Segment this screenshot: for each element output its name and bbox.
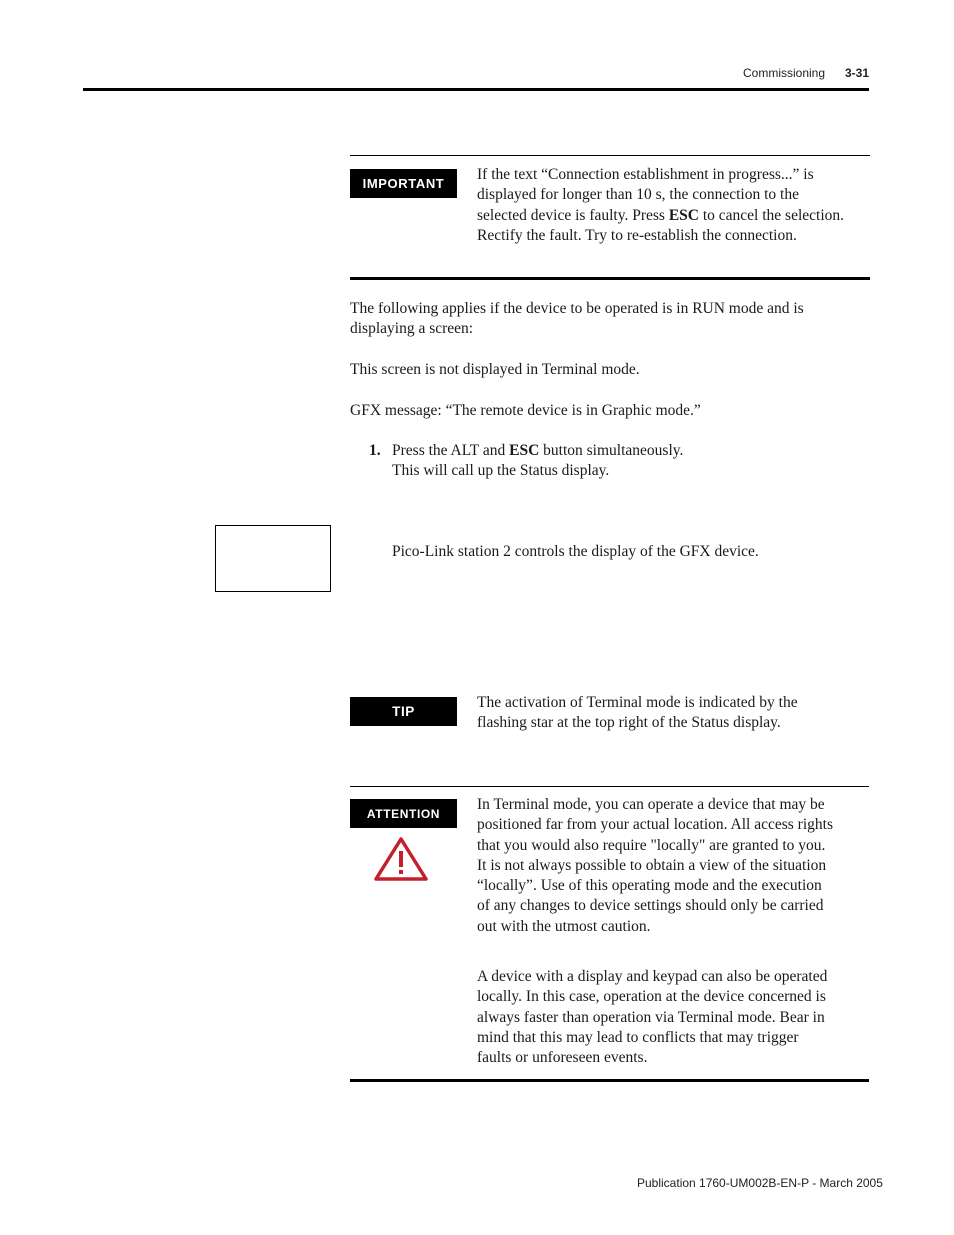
warning-triangle-icon <box>373 836 429 882</box>
step-number: 1. <box>369 442 381 459</box>
esc-key-text: ESC <box>668 206 699 224</box>
publication-footer: Publication 1760-UM002B-EN-P - March 2005 <box>637 1176 883 1190</box>
important-top-rule <box>350 155 870 156</box>
step-text: Press the ALT and ESC button simultaneously. This will call up the Status display. <box>392 442 684 480</box>
tip-text: The activation of Terminal mode is indicated by the flashing star at the top right of the Status display. <box>477 694 798 732</box>
important-bottom-rule <box>350 277 870 280</box>
attention-label: ATTENTION <box>350 799 457 828</box>
important-label: IMPORTANT <box>350 169 457 198</box>
paragraph-run-mode: The following applies if the device to be operated is in RUN mode and is displaying a screen: <box>350 300 804 338</box>
attention-paragraph-2: A device with a display and keypad can also be operated locally. In this case, operation at the device concerned is always faster than operation via Terminal mode. Bear in mind that this may lead to conflicts that may trigger faults or unforeseen events. <box>477 968 828 1067</box>
running-header-section: Commissioning <box>743 66 826 80</box>
page-number: 3-31 <box>845 66 870 80</box>
esc-key-text: ESC <box>509 442 540 459</box>
tip-label: TIP <box>350 697 457 726</box>
important-text: If the text “Connection establishment in progress...” is displayed for longer than 10 s, the connection to the selected device is faulty. Press ESC to cancel the selection. Rectify the fault. Try to re-establish the connection. <box>477 166 845 244</box>
header-rule <box>83 88 869 91</box>
paragraph-terminal-mode: This screen is not displayed in Terminal mode. <box>350 361 640 378</box>
attention-paragraph-1: In Terminal mode, you can operate a device that may be positioned far from your actual location. All access rights that you would also require "locally" are granted to you. It is not always possible to obtain a view of the situation “locally”. Use of this operating mode and the execution of any changes to device settings should only be carried out with the utmost caution. <box>477 796 833 935</box>
status-display-screen <box>215 525 331 592</box>
paragraph-gfx-message: GFX message: “The remote device is in Graphic mode.” <box>350 402 701 419</box>
attention-bottom-rule <box>350 1079 869 1082</box>
attention-top-rule <box>350 786 869 787</box>
screen-caption: Pico-Link station 2 controls the display of the GFX device. <box>392 543 759 560</box>
